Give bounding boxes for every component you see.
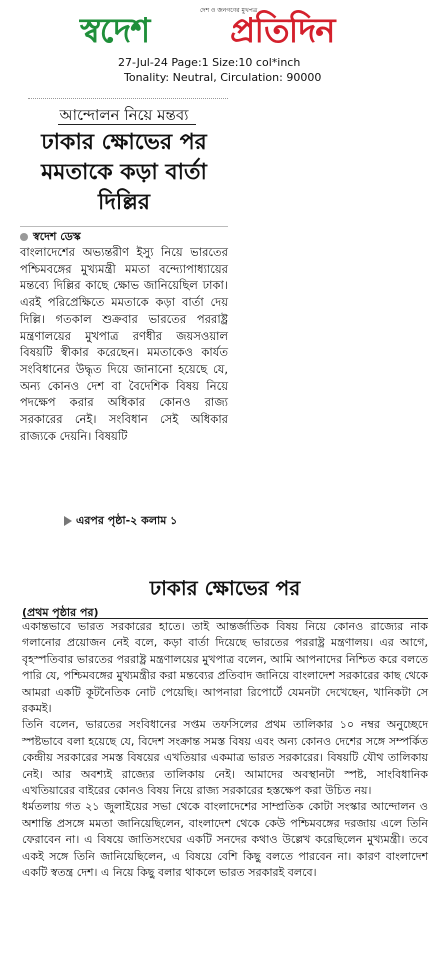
masthead-tagline: দেশ ও জনগণের মুখপত্র xyxy=(200,7,258,14)
continued-body xyxy=(22,619,428,882)
logo-part-red: প্রতিদিন xyxy=(230,11,335,51)
kicker-underline xyxy=(58,124,196,125)
continued-article xyxy=(22,574,428,959)
paragraph: তিনি বলেন, ভারতের সংবিধানের সপ্তম তফসিলের প্রথম তালিকার ১০ নম্বর অনুচ্ছেদে স্পষ্টভাবে বলা হয়েছে যে, বিদেশ সংক্রান্ত সমস্ত বিষয় এবং অন্য কোনও দেশের সঙ্গে সম্পর্কিত কেন্দ্রীয় সরকারের সমস্ত বিষয়ের এখতিয়ার একমাত্র ভারত সরকারের। বিষয়টি যৌথ তালিকায় নেই। আর অবশ্যই রাজ্যের তালিকায় নেই। আমাদের অবস্থানটা স্পষ্ট, সাংবিধানিক এখতিয়ারের বাইরের কোনও বিষয় নিয়ে রাজ্য সরকারের হস্তক্ষেপ করা উচিত নয়। xyxy=(22,718,428,798)
masthead xyxy=(0,0,440,100)
paragraph: ধর্মতলায় গত ২১ জুলাইয়ের সভা থেকে বাংলাদেশের সাম্প্রতিক কোটা সংস্কার আন্দোলন ও অশান্তি প্রসঙ্গে মমতা জানিয়েছিলেন, বাংলাদেশ থেকে কেউ পশ্চিমবঙ্গের দরজায় এলে তিনি ফেরাবেন না। এ বিষয়ে জাতিসংঘের একটি সনদের কথাও উল্লেখ করেছিলেন মুখ্যমন্ত্রী। তবে একই সঙ্গে তিনি জানিয়েছিলেন, এ বিষয়ে বেশি কিছু বলতে পারবেন না। কারণ বাংলাদেশ একটি স্বতন্ত্র দেশ। এ নিয়ে কিছু বলার থাকলে ভারত সরকারই বলবে। xyxy=(22,800,428,880)
continuation-text: এরপর পৃষ্ঠা-২ কলাম ১ xyxy=(76,514,178,527)
front-page-article xyxy=(20,98,228,536)
bullet-dot-icon xyxy=(20,233,28,241)
newspaper-logo xyxy=(80,10,370,52)
continuation-note xyxy=(64,512,177,531)
article-body: বাংলাদেশের অভ্যন্তরীণ ইস্যু নিয়ে ভারতের পশ্চিমবঙ্গের মুখ্যমন্ত্রী মমতা বন্দ্যোপাধ্যায়ের মন্তব্যে দিল্লির কাছে ক্ষোভ জানিয়েছিল ঢাকা। এরই পরিপ্রেক্ষিতে মমতাকে কড়া বার্তা দেয় দিল্লি। গতকাল শুক্রবার ভারতের পররাষ্ট্র মন্ত্রণালয়ের মুখপাত্র রণধীর জয়সওয়াল বিষয়টি স্বীকার করেছেন। মমতাকেও কার্যত সংবিধানের উদ্ধৃত দিয়ে জানানো হয়েছে যে, অন্য কোনও দেশ বা বৈদেশিক বিষয় নিয়ে পদক্ষেপ করার অধিকার কোনও রাজ্য সরকারের নেই। সংবিধান সেই অধিকার রাজ্যকে দেয়নি। বিষয়টি xyxy=(20,245,228,443)
clipping-meta-date-page: 27-Jul-24 Page:1 Size:10 col*inch xyxy=(118,56,301,69)
from-first-page-label: (প্রথম পৃষ্ঠার পর) xyxy=(22,606,99,619)
continued-headline: ঢাকার ক্ষোভের পর xyxy=(149,576,301,600)
article-kicker: আন্দোলন নিয়ে মন্তব্য xyxy=(59,106,189,124)
play-triangle-icon xyxy=(64,516,72,526)
paragraph: একান্তভাবে ভারত সরকারের হাতে। তাই আন্তর্জাতিক বিষয় নিয়ে কোনও রাজ্যের নাক গলানোর প্রয়োজন নেই বলে, কড়া বার্তা দিয়েছে ভারতের পররাষ্ট্র মন্ত্রণালয়। এর আগে, বৃহস্পতিবার ভারতের পররাষ্ট্র মন্ত্রণালয়ের মুখপাত্র বলেন, আমি আপনাদের নিশ্চিত করে বলতে পারি যে, পশ্চিমবঙ্গের মুখ্যমন্ত্রীর করা মন্তব্যের প্রতিবাদ জানিয়ে বাংলাদেশ সরকারের কাছ থেকে আমরা একটি কূটনৈতিক নোট পেয়েছি। আপনারা রিপোর্টে যেমনটা দেখেছেন, খানিকটা সে রকমই। xyxy=(22,620,428,716)
dotted-divider xyxy=(28,98,228,99)
byline-text: স্বদেশ ডেস্ক xyxy=(33,230,81,243)
article-headline: ঢাকার ক্ষোভের পর মমতাকে কড়া বার্তা দিল্লির xyxy=(41,130,207,215)
clipping-meta-tonality: Tonality: Neutral, Circulation: 90000 xyxy=(124,71,322,84)
logo-part-green: স্বদেশ xyxy=(80,11,150,51)
headline-divider xyxy=(20,226,228,227)
